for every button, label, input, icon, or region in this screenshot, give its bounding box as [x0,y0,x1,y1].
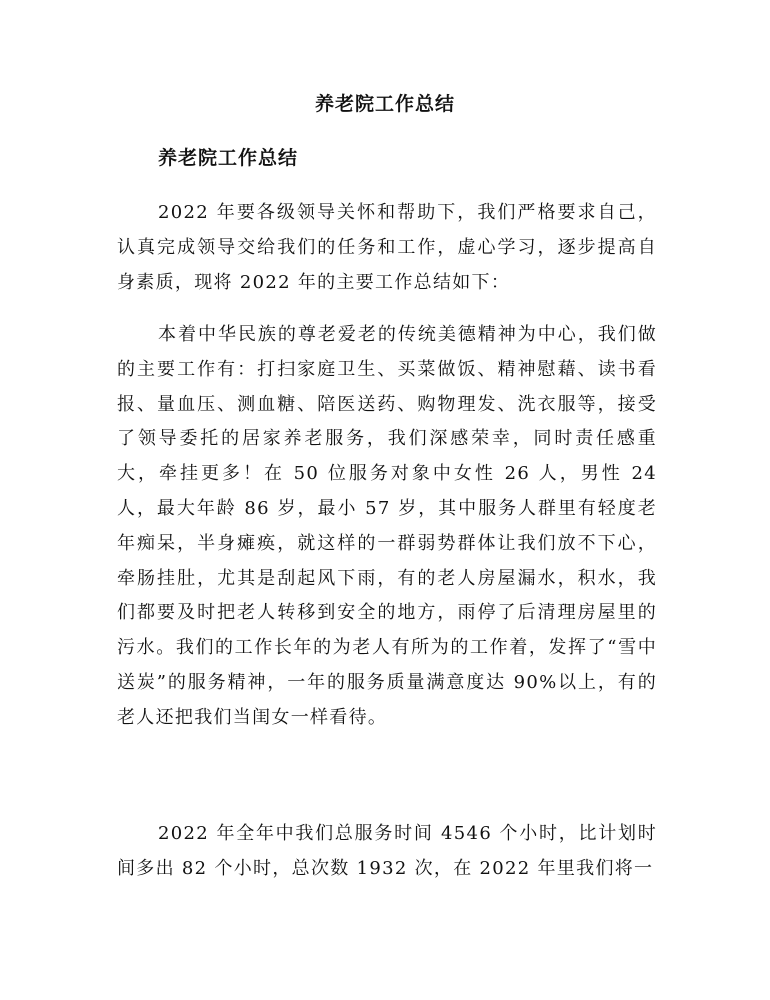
document-title: 养老院工作总结 [314,93,455,115]
paragraph-service-hours: 2022 年全年中我们总服务时间 4546 个小时，比计划时间多出 82 个小时，总次数 1932 次，在 2022 年里我们将一 [117,823,657,879]
paragraph-intro: 2022 年要各级领导关怀和帮助下，我们严格要求自己，认真完成领导交给我们的任务和工作，虚心学习，逐步提高自身素质，现将 2022 年的主要工作总结如下： [117,202,657,293]
document-subtitle: 养老院工作总结 [158,147,299,169]
paragraph-main-work: 本着中华民族的尊老爱老的传统美德精神为中心，我们做的主要工作有：打扫家庭卫生、买菜做饭、精神慰藉、读书看报、量血压、测血糖、陪医送药、购物理发、洗衣服等，接受了领导委托的居家养老服务，我们深感荣幸，同时责任感重大，牵挂更多！在 50 位服务对象中女性 26 人，男性 24 人，最大年龄 86 岁，最小 57 岁，其中服务人群里有轻度老年痴呆，半身瘫痪，就这样的一群弱势群体让我们放不下心，牵肠挂肚，尤其是刮起风下雨，有的老人房屋漏水，积水，我们都要及时把老人转移到安全的地方，雨停了后清理房屋里的污水。我们的工作长年的为老人有所为的工作着，发挥了“雪中送炭”的服务精神，一年的服务质量满意度达 90%以上，有的老人还把我们当闺女一样看待。 [117,324,657,728]
